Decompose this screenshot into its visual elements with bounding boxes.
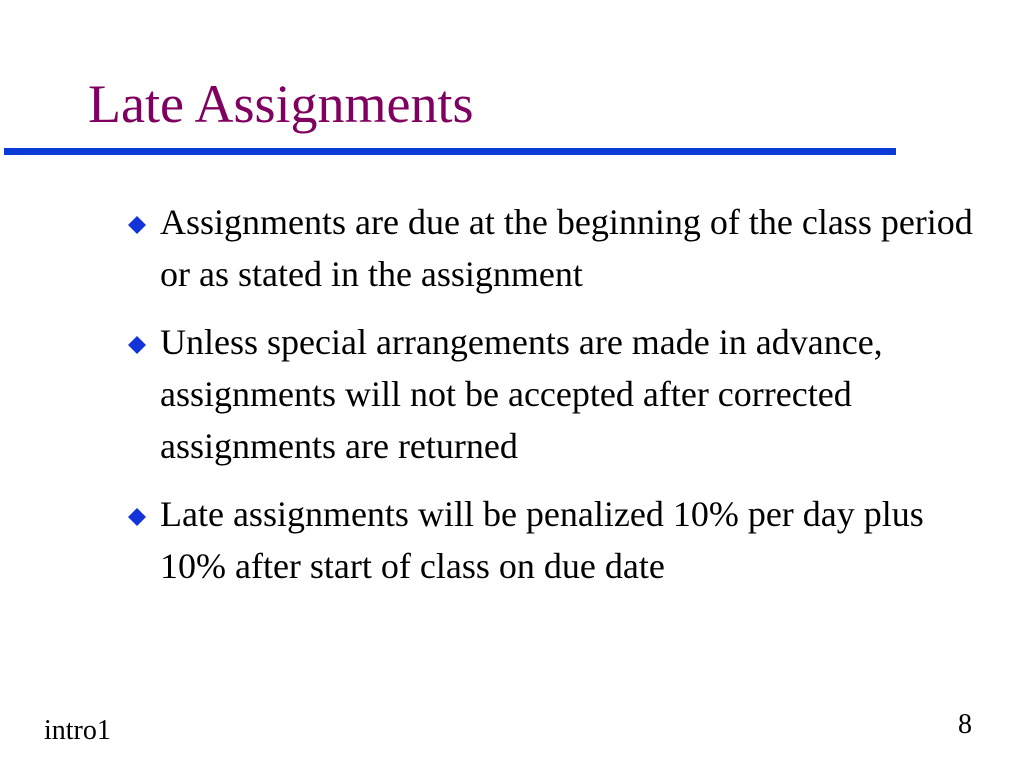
diamond-bullet-icon [128,216,146,234]
title-underline-rule [4,148,896,155]
footer-label: intro1 [44,715,111,746]
bullet-text: Unless special arrangements are made in advance, assignments will not be accepted after corrected assignments are returned [160,322,883,466]
bullet-text: Assignments are due at the beginning of the class period or as stated in the assignment [160,202,973,294]
diamond-bullet-icon [128,508,146,526]
bullet-list [124,196,974,608]
bullet-item [124,488,974,592]
diamond-bullet-icon [128,336,146,354]
bullet-text: Late assignments will be penalized 10% per day plus 10% after start of class on due date [160,494,924,586]
bullet-item [124,196,974,300]
slide-title: Late Assignments [88,74,474,134]
bullet-item [124,316,974,472]
page-number: 8 [958,709,972,740]
